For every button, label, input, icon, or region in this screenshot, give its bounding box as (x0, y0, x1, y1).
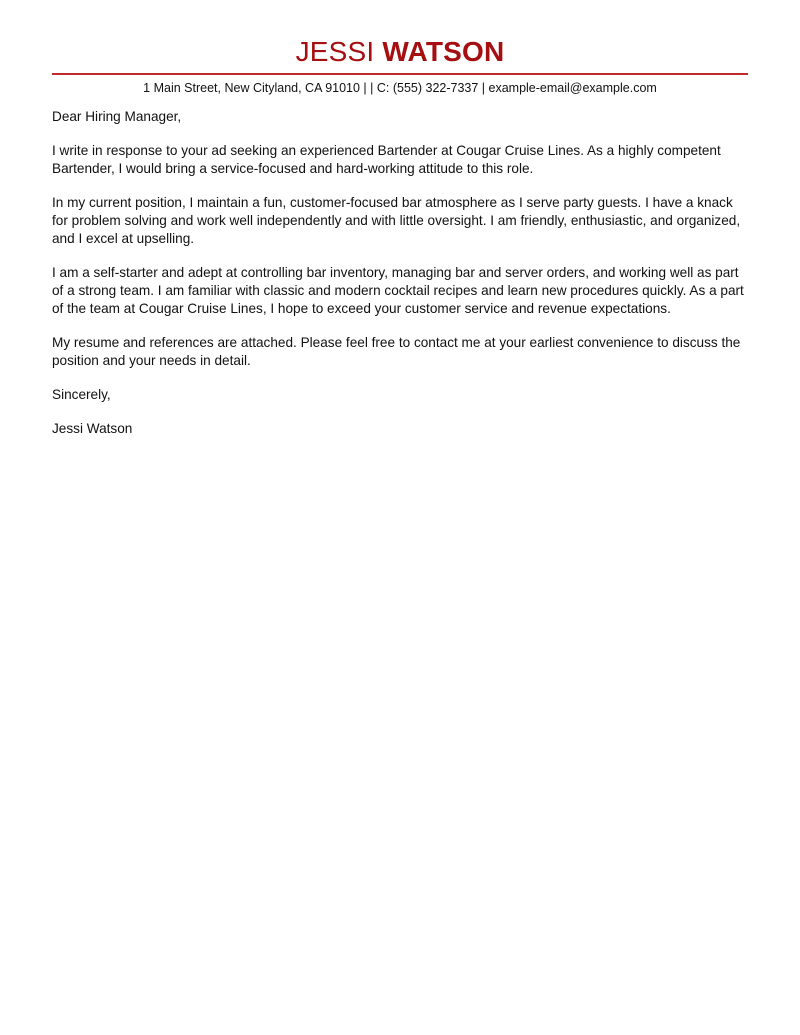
salutation: Dear Hiring Manager, (52, 109, 182, 124)
paragraph: My resume and references are attached. Please feel free to contact me at your earliest convenience to discuss the position and your needs in detail. (52, 335, 741, 368)
first-name: JESSI (295, 36, 375, 67)
header-divider (52, 73, 748, 75)
paragraph: I write in response to your ad seeking an experienced Bartender at Cougar Cruise Lines. As a highly competent Bartender, I would bring a service-focused and hard-working attitude to this role. (52, 143, 721, 176)
letter-body (52, 108, 752, 454)
signature: Jessi Watson (52, 421, 133, 436)
paragraph: In my current position, I maintain a fun, customer-focused bar atmosphere as I serve party guests. I have a knack for problem solving and work well independently and with little oversight. I am friendly, enthusiastic, and organized, and I excel at upselling. (52, 195, 741, 246)
applicant-name (0, 36, 800, 68)
paragraph: I am a self-starter and adept at controlling bar inventory, managing bar and server orders, and working well as part of a strong team. I am familiar with classic and modern cocktail recipes and learn new procedures quickly. As a part of the team at Cougar Cruise Lines, I hope to exceed your customer service and revenue expectations. (52, 265, 744, 316)
contact-line: 1 Main Street, New Cityland, CA 91010 | | C: (555) 322-7337 | example-email@example.com (143, 81, 657, 95)
closing: Sincerely, (52, 387, 111, 402)
last-name: WATSON (382, 36, 505, 67)
